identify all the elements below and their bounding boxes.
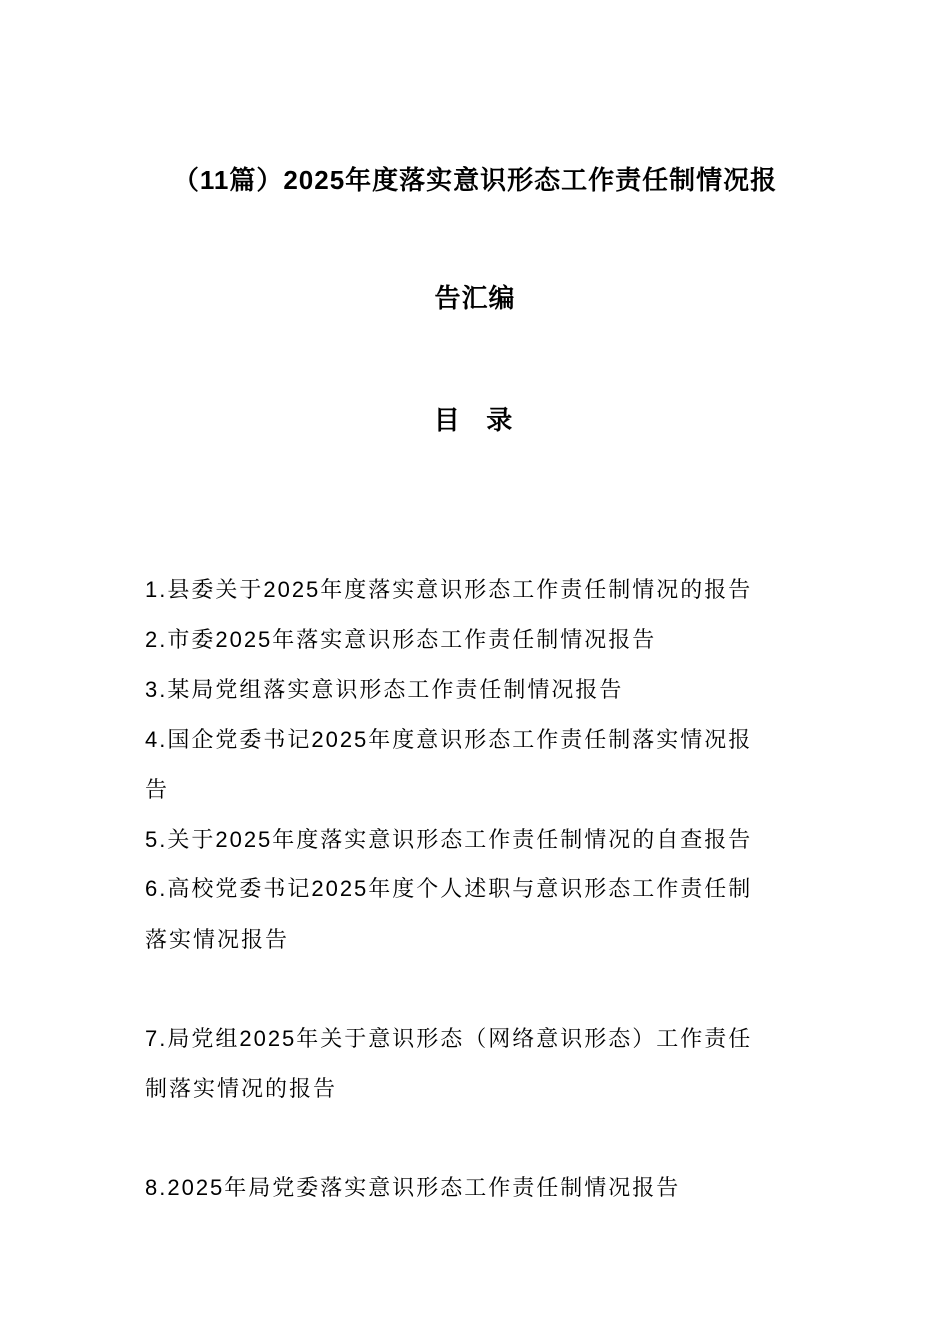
toc-heading: 目 录 xyxy=(433,405,517,435)
toc-item-7-cont[interactable]: 制落实情况的报告 xyxy=(145,1076,338,1101)
toc-item-4[interactable]: 4.国企党委书记2025年度意识形态工作责任制落实情况报 xyxy=(145,727,753,752)
toc-item-8[interactable]: 8.2025年局党委落实意识形态工作责任制情况报告 xyxy=(145,1175,681,1200)
document-title-line-1: （11篇）2025年度落实意识形态工作责任制情况报 xyxy=(172,165,778,195)
toc-item-3[interactable]: 3.某局党组落实意识形态工作责任制情况报告 xyxy=(145,677,624,702)
toc-item-4-cont[interactable]: 告 xyxy=(145,777,170,802)
toc-item-1[interactable]: 1.县委关于2025年度落实意识形态工作责任制情况的报告 xyxy=(145,577,753,602)
document-title-line-2: 告汇编 xyxy=(434,283,516,313)
toc-item-5[interactable]: 5.关于2025年度落实意识形态工作责任制情况的自查报告 xyxy=(145,827,753,852)
toc-item-2[interactable]: 2.市委2025年落实意识形态工作责任制情况报告 xyxy=(145,627,657,652)
toc-item-7[interactable]: 7.局党组2025年关于意识形态（网络意识形态）工作责任 xyxy=(145,1026,753,1051)
toc-item-6[interactable]: 6.高校党委书记2025年度个人述职与意识形态工作责任制 xyxy=(145,876,753,901)
toc-item-6-cont[interactable]: 落实情况报告 xyxy=(145,927,290,952)
